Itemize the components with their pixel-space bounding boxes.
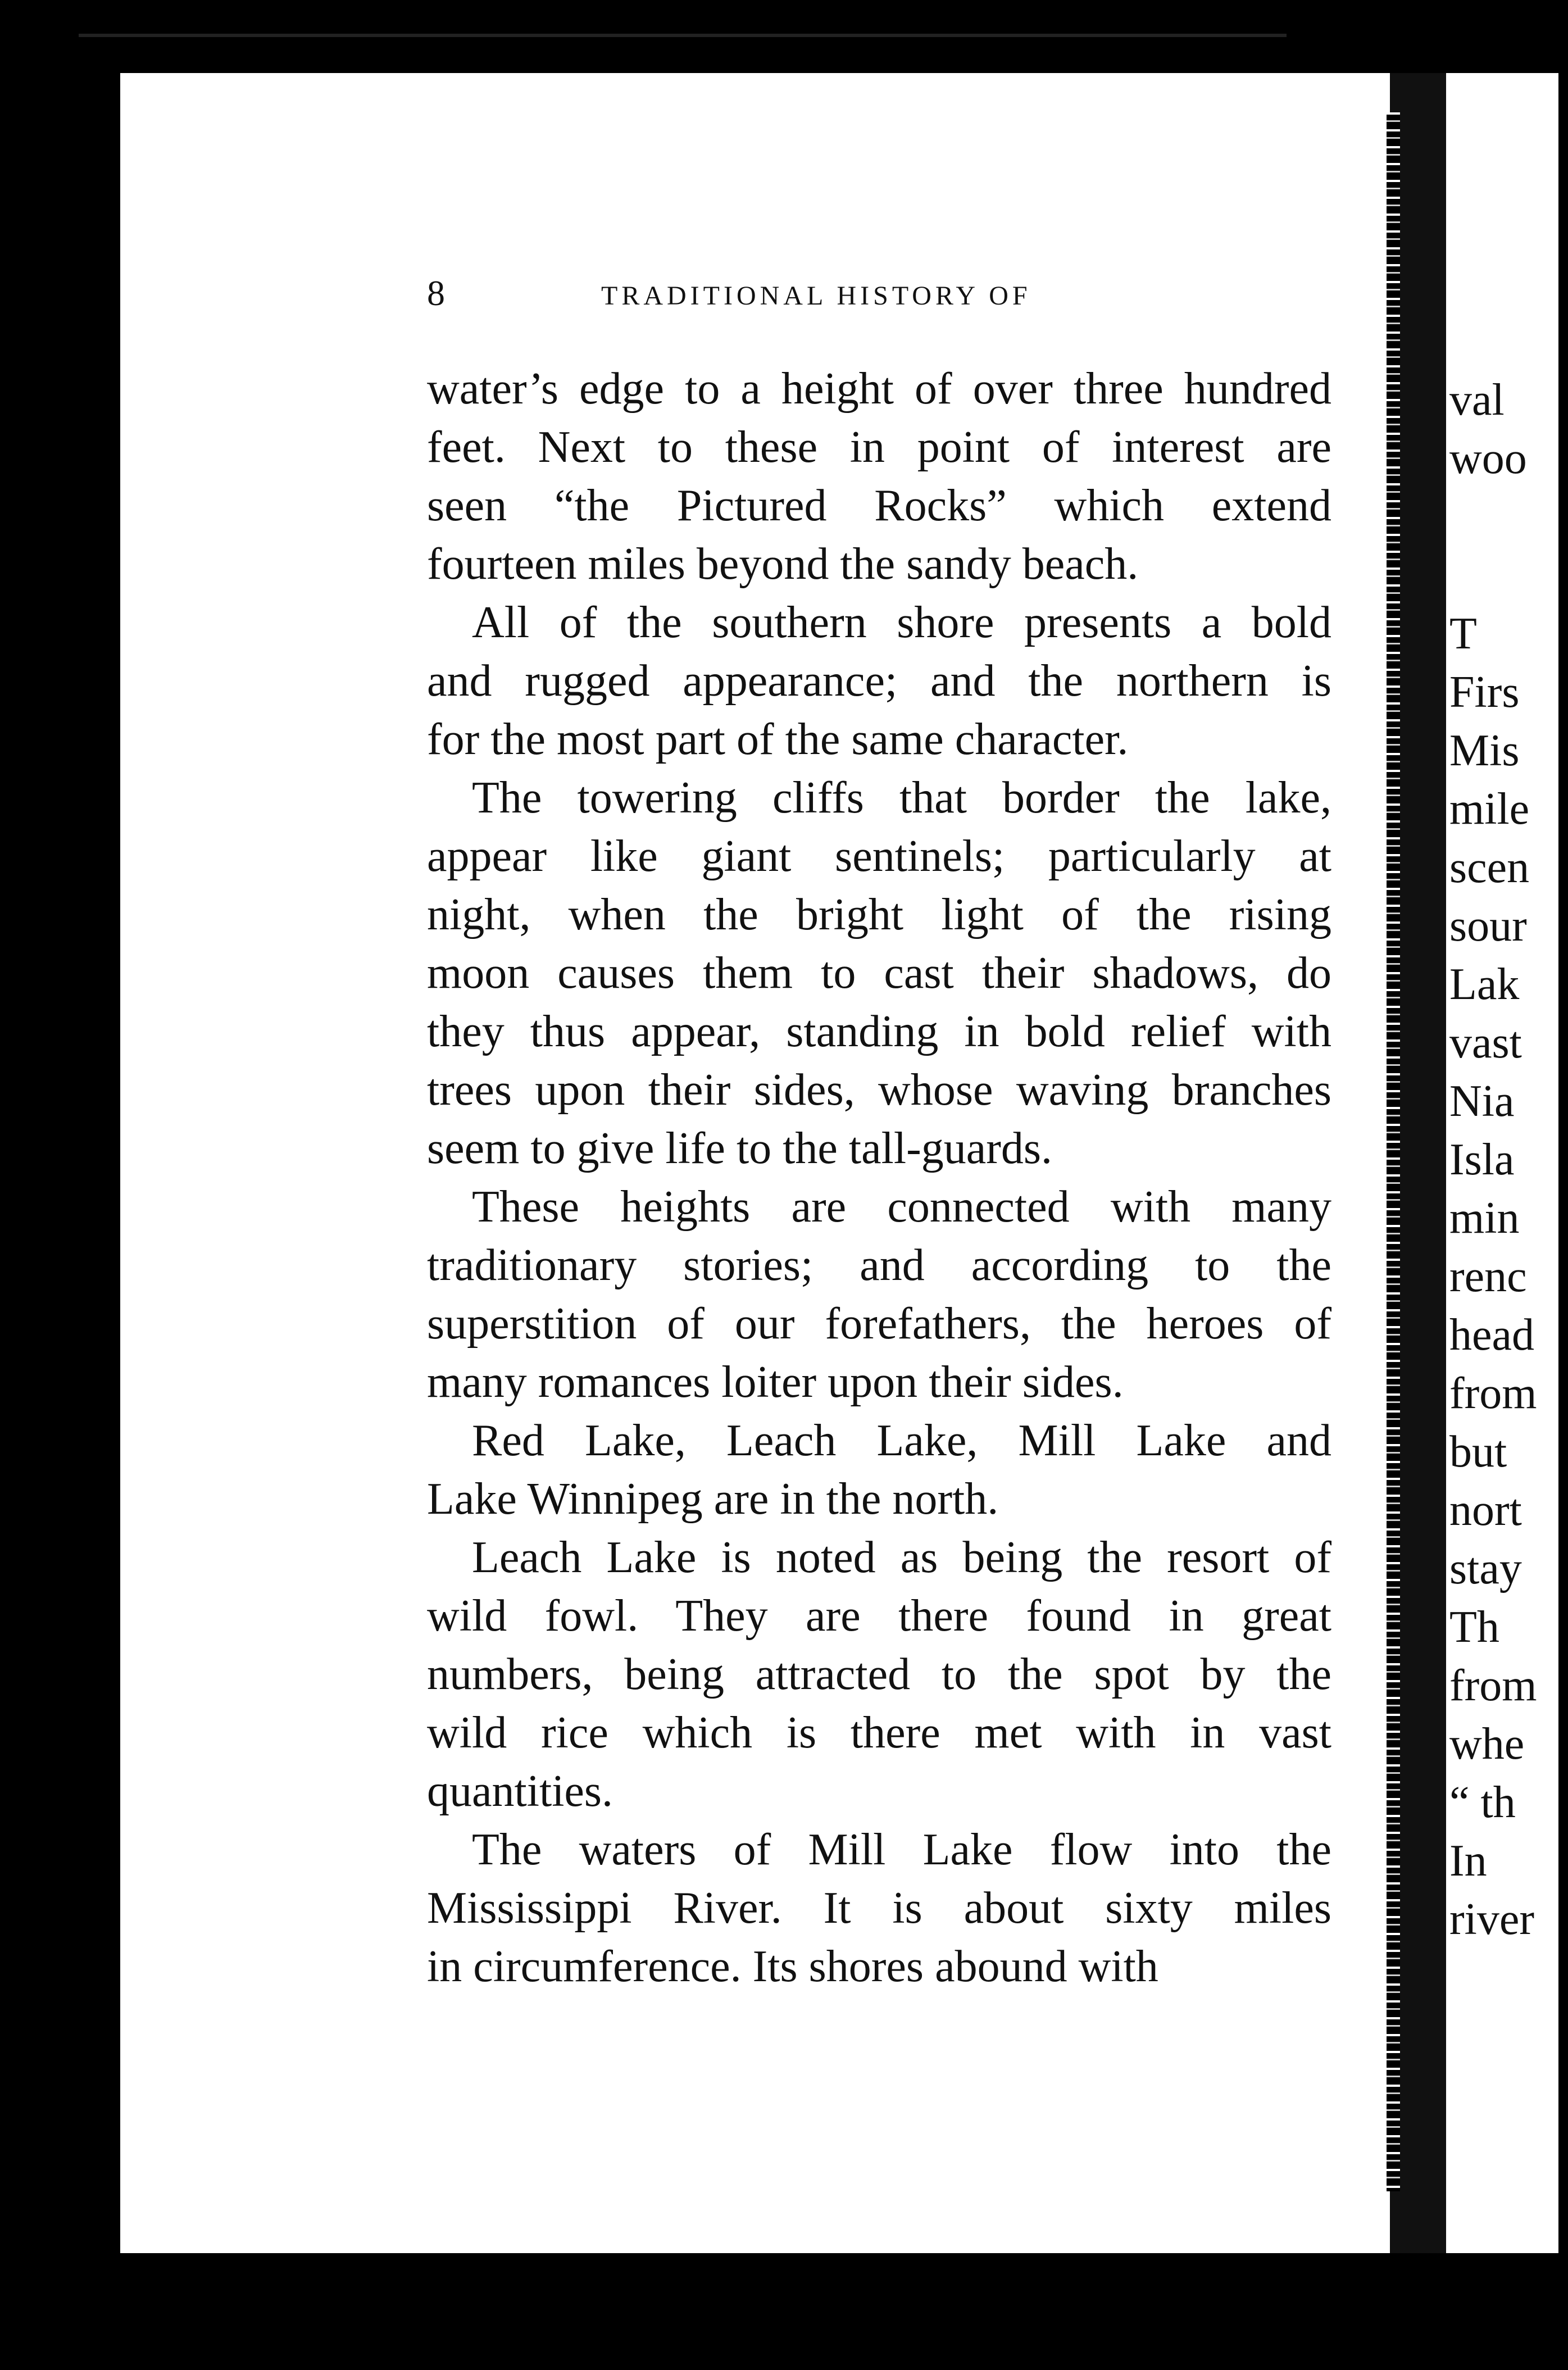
body-text — [427, 360, 1331, 1996]
facing-page-line: river — [1449, 1895, 1535, 1944]
text-line: and rugged appearance; and the northern is — [427, 656, 1331, 706]
text-line: The towering cliffs that border the lake, — [472, 773, 1331, 823]
paragraph — [427, 769, 1331, 1178]
paragraph — [427, 1178, 1331, 1411]
running-head: TRADITIONAL HISTORY OF — [601, 281, 1031, 311]
facing-page-line: vast — [1449, 1018, 1522, 1068]
facing-page-line: from — [1449, 1661, 1537, 1710]
facing-page-line: min — [1449, 1193, 1520, 1243]
facing-page-line: woo — [1449, 434, 1527, 483]
paragraph — [427, 360, 1331, 593]
paragraph — [427, 1528, 1331, 1820]
text-line: many romances loiter upon their sides. — [427, 1357, 1124, 1407]
text-line: trees upon their sides, whose waving branches — [427, 1065, 1331, 1115]
paragraph — [427, 1820, 1331, 1996]
text-line: wild rice which is there met with in vast — [427, 1708, 1331, 1758]
text-line: fourteen miles beyond the sandy beach. — [427, 539, 1139, 589]
text-line: wild fowl. They are there found in great — [427, 1591, 1331, 1641]
text-line: water’s edge to a height of over three hundred — [427, 364, 1331, 414]
text-line: appear like giant sentinels; particularly at — [427, 832, 1331, 881]
text-line: All of the southern shore presents a bold — [472, 598, 1331, 647]
paragraph — [427, 1411, 1331, 1528]
facing-page-line — [1449, 546, 1556, 605]
facing-page-line: Lak — [1449, 960, 1520, 1009]
text-line: Mississippi River. It is about sixty miles — [427, 1883, 1331, 1933]
facing-page-line: stay — [1449, 1544, 1522, 1593]
text-line: seem to give life to the tall-guards. — [427, 1124, 1053, 1173]
text-line: Leach Lake is noted as being the resort of — [472, 1533, 1331, 1582]
facing-page-line: from — [1449, 1369, 1537, 1418]
text-line: superstition of our forefathers, the heroes of — [427, 1299, 1331, 1349]
facing-page-line: head — [1449, 1310, 1535, 1360]
facing-page-line: nort — [1449, 1486, 1522, 1535]
text-line: traditionary stories; and according to the — [427, 1241, 1331, 1290]
text-line: Red Lake, Leach Lake, Mill Lake and — [472, 1416, 1331, 1465]
facing-page-line: scen — [1449, 843, 1530, 892]
facing-page-line: mile — [1449, 784, 1530, 834]
text-line: night, when the bright light of the rising — [427, 890, 1331, 939]
facing-page-line: Nia — [1449, 1077, 1515, 1126]
facing-page-line: Isla — [1449, 1135, 1515, 1184]
facing-page-line — [1449, 488, 1556, 546]
facing-page-line: T — [1449, 609, 1477, 659]
facing-page-line: but — [1449, 1427, 1507, 1477]
paragraph — [427, 593, 1331, 769]
facing-page-line: Th — [1449, 1602, 1499, 1652]
text-line: These heights are connected with many — [472, 1182, 1331, 1232]
page-header — [427, 273, 1382, 323]
facing-page-line: renc — [1449, 1252, 1527, 1301]
facing-page-line: whe — [1449, 1719, 1525, 1769]
facing-page-line: Mis — [1449, 726, 1520, 775]
facing-page-line: Firs — [1449, 668, 1520, 717]
text-line: in circumference. Its shores abound with — [427, 1942, 1158, 1991]
text-line: numbers, being attracted to the spot by the — [427, 1650, 1331, 1699]
spine-edge — [1387, 112, 1400, 2191]
text-line: The waters of Mill Lake flow into the — [472, 1825, 1331, 1874]
text-line: for the most part of the same character. — [427, 715, 1129, 764]
page-number: 8 — [427, 273, 445, 313]
facing-page-line: val — [1449, 375, 1505, 425]
text-line: moon causes them to cast their shadows, do — [427, 948, 1331, 998]
text-line: feet. Next to these in point of interest are — [427, 423, 1331, 472]
text-line: Lake Winnipeg are in the north. — [427, 1474, 999, 1524]
facing-page-line: In — [1449, 1836, 1487, 1886]
page-top-rule — [79, 34, 1287, 37]
text-line: seen “the Pictured Rocks” which extend — [427, 481, 1331, 530]
text-line: quantities. — [427, 1767, 613, 1816]
facing-page-text — [1449, 371, 1556, 1949]
text-line: they thus appear, standing in bold relief with — [427, 1007, 1331, 1056]
facing-page-line: “ th — [1449, 1778, 1516, 1827]
facing-page-line: sour — [1449, 901, 1527, 951]
